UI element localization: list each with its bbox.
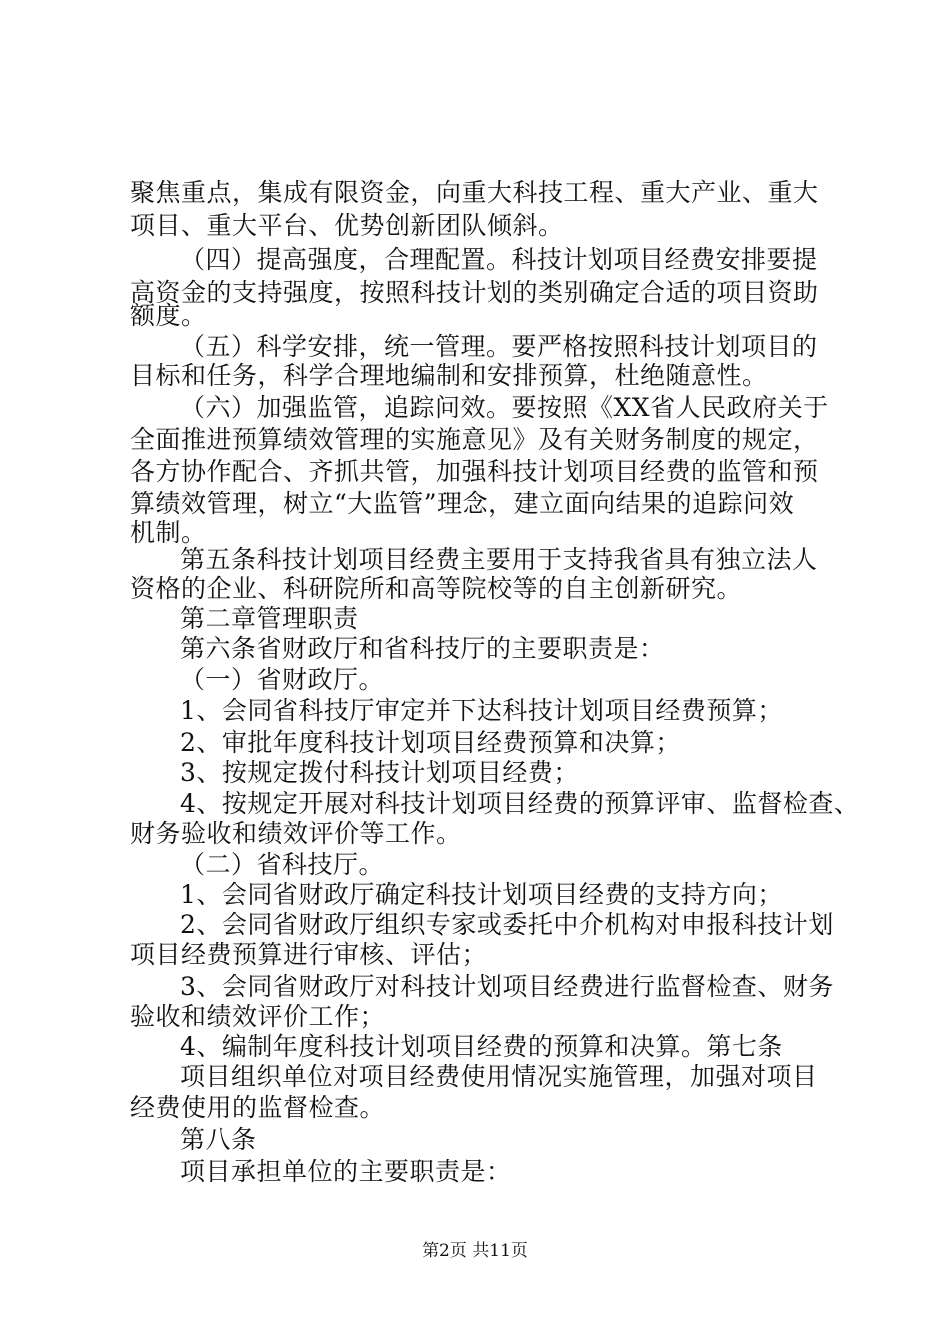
chapter-heading: 第二章管理职责 <box>180 604 359 633</box>
text-line-19: 2、审批年度科技计划项目经费预算和决算； <box>180 728 681 757</box>
text-line-25: 2、会同省财政厅组织专家或委托中介机构对申报科技计划 <box>180 910 834 939</box>
text-line-9: 全面推进预算绩效管理的实施意见》及有关财务制度的规定， <box>130 425 819 454</box>
text-line-32: 第八条 <box>180 1125 257 1154</box>
text-line-11: 算绩效管理，树立“大监管”理念，建立面向结果的追踪问效 <box>130 489 795 518</box>
text-line-10: 各方协作配合、齐抓共管，加强科技计划项目经费的监管和预 <box>130 457 819 486</box>
text-line-4: 高资金的支持强度，按照科技计划的类别确定合适的项目资助 <box>130 278 819 307</box>
text-line-28: 验收和绩效评价工作； <box>130 1002 386 1031</box>
text-line-2: 项目、重大平台、优势创新团队倾斜。 <box>130 211 564 240</box>
text-line-21: 4、按规定开展对科技计划项目经费的预算评审、监督检查、 <box>180 789 860 818</box>
text-line-22: 财务验收和绩效评价等工作。 <box>130 819 462 848</box>
text-line-31: 经费使用的监督检查。 <box>130 1093 386 1122</box>
text-line-13: 第五条科技计划项目经费主要用于支持我省具有独立法人 <box>180 545 818 574</box>
text-line-23: （二）省科技厅。 <box>180 850 385 879</box>
text-line-20: 3、按规定拨付科技计划项目经费； <box>180 758 579 787</box>
text-line-26: 项目经费预算进行审核、评估； <box>130 940 488 969</box>
text-line-29: 4、编制年度科技计划项目经费的预算和决算。第七条 <box>180 1032 783 1061</box>
text-line-17: （一）省财政厅。 <box>180 665 385 694</box>
text-line-30: 项目组织单位对项目经费使用情况实施管理，加强对项目 <box>180 1062 818 1091</box>
text-line-8: （六）加强监管，追踪问效。要按照《XX省人民政府关于 <box>180 393 829 422</box>
text-line-14: 资格的企业、科研院所和高等院校等的自主创新研究。 <box>130 574 743 603</box>
text-line-27: 3、会同省财政厅对科技计划项目经费进行监督检查、财务 <box>180 972 834 1001</box>
text-line-3: （四）提高强度，合理配置。科技计划项目经费安排要提 <box>180 245 818 274</box>
text-line-1: 聚焦重点，集成有限资金，向重大科技工程、重大产业、重大 <box>130 178 819 207</box>
text-line-6: （五）科学安排，统一管理。要严格按照科技计划项目的 <box>180 332 818 361</box>
text-line-24: 1、会同省财政厅确定科技计划项目经费的支持方向； <box>180 880 783 909</box>
text-line-18: 1、会同省科技厅审定并下达科技计划项目经费预算； <box>180 696 783 725</box>
page-footer: 第2页 共11页 <box>422 1241 528 1261</box>
text-line-12: 机制。 <box>130 518 207 547</box>
text-line-33: 项目承担单位的主要职责是： <box>180 1157 512 1186</box>
text-line-5: 额度。 <box>130 301 207 330</box>
text-line-16: 第六条省财政厅和省科技厅的主要职责是： <box>180 634 665 663</box>
text-line-7: 目标和任务，科学合理地编制和安排预算，杜绝随意性。 <box>130 361 768 390</box>
